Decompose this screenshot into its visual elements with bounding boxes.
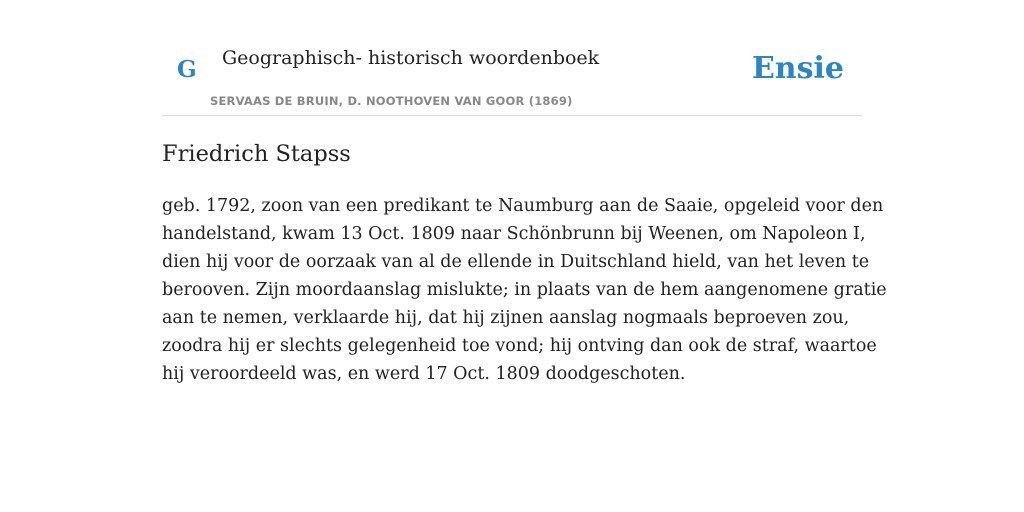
entry-body-line: handelstand, kwam 13 Oct. 1809 naar Schönbrunn bij Weenen, om Napoleon I,	[162, 224, 866, 244]
entry-body	[162, 192, 887, 388]
ensie-logo[interactable]: Ensie	[751, 51, 844, 86]
entry-body-line: berooven. Zijn moordaanslag mislukte; in plaats van de hem aangenomene gratie	[162, 280, 887, 300]
entry-body-line: hij veroordeeld was, en werd 17 Oct. 1809 doodgeschoten.	[162, 364, 686, 384]
entry-body-line: zoodra hij er slechts gelegenheid toe vond; hij ontving dan ook de straf, waartoe	[162, 336, 877, 356]
dictionary-logo-icon[interactable]: G	[177, 56, 197, 83]
entry-title: Friedrich Stapss	[162, 141, 351, 167]
entry-body-line: geb. 1792, zoon van een predikant te Naumburg aan de Saaie, opgeleid voor den	[162, 196, 884, 216]
dictionary-title[interactable]: Geographisch- historisch woordenboek	[222, 47, 600, 69]
dictionary-header	[162, 0, 862, 116]
entry-body-line: dien hij voor de oorzaak van al de ellende in Duitschland hield, van het leven te	[162, 252, 870, 272]
entry-body-line: aan te nemen, verklaarde hij, dat hij zijnen aanslag nogmaals beproeven zou,	[162, 308, 850, 328]
dictionary-authors: SERVAAS DE BRUIN, D. NOOTHOVEN VAN GOOR (1869)	[210, 94, 573, 108]
entry-card	[162, 0, 887, 384]
